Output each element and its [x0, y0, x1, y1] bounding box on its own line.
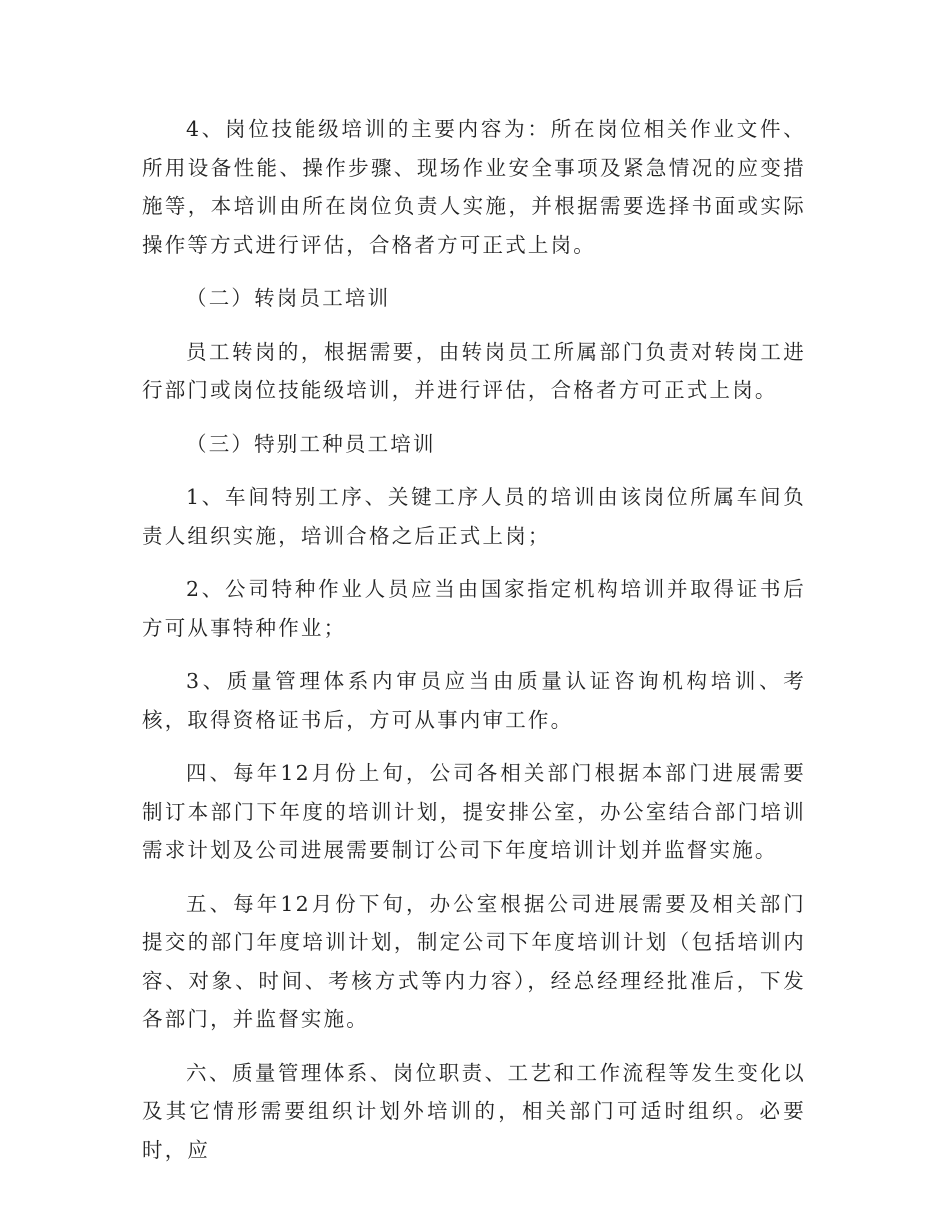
paragraph-transfer-training: 员工转岗的，根据需要，由转岗员工所属部门负责对转岗工进行部门或岗位技能级培训，并进行评估，合格者方可正式上岗。	[142, 339, 806, 402]
paragraph-late-december-plan: 五、每年12月份下旬，办公室根据公司进展需要及相关部门提交的部门年度培训计划，制定公司下年度培训计划（包括培训内容、对象、时间、考核方式等内力容），经总经理经批准后，下发各部门，并监督实施。	[142, 891, 806, 1031]
paragraph-post-skill-training: 4、岗位技能级培训的主要内容为：所在岗位相关作业文件、所用设备性能、操作步骤、现场作业安全事项及紧急情况的应变措施等，本培训由所在岗位负责人实施，并根据需要选择书面或实际操作等方式进行评估，合格者方可正式上岗。	[142, 117, 806, 257]
document-body	[142, 110, 806, 1184]
paragraph-special-operations: 2、公司特种作业人员应当由国家指定机构培训并取得证书后方可从事特种作业；	[142, 577, 806, 640]
paragraph-workshop-special-process: 1、车间特别工序、关键工序人员的培训由该岗位所属车间负责人组织实施，培训合格之后正式上岗；	[142, 485, 806, 548]
paragraph-early-december-plan: 四、每年12月份上旬，公司各相关部门根据本部门进展需要制订本部门下年度的培训计划，提安排公室，办公室结合部门培训需求计划及公司进展需要制订公司下年度培训计划并监督实施。	[142, 761, 806, 862]
paragraph-unplanned-training: 六、质量管理体系、岗位职责、工艺和工作流程等发生变化以及其它情形需要组织计划外培训的，相关部门可适时组织。必要时，应	[142, 1060, 806, 1162]
section-heading-special-training: （三）特别工种员工培训	[186, 431, 436, 456]
section-heading-transfer-training: （二）转岗员工培训	[186, 286, 391, 310]
paragraph-internal-auditor: 3、质量管理体系内审员应当由质量认证咨询机构培训、考核，取得资格证书后，方可从事内审工作。	[142, 669, 806, 732]
